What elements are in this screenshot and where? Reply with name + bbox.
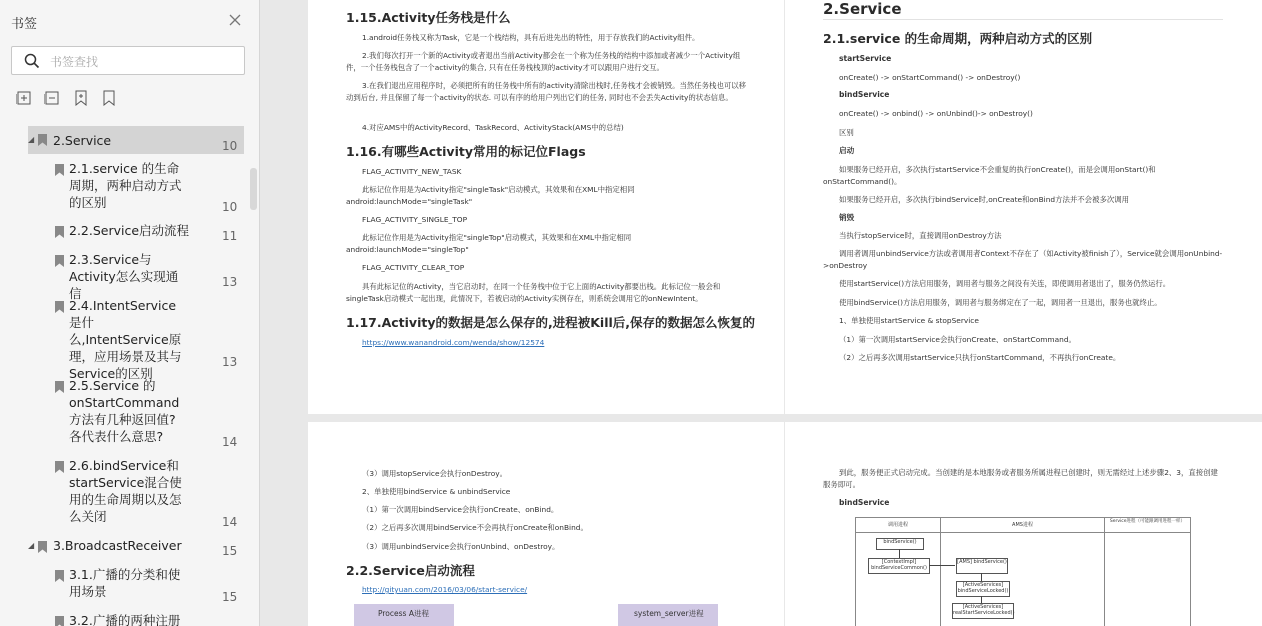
collapse-arrow-icon[interactable]: ◢	[28, 541, 35, 550]
outline-item[interactable]	[0, 566, 250, 606]
outline-page-number: 15	[222, 590, 238, 604]
outline-item-label: 2.1.service 的生命周期，两种启动方式的区别	[69, 161, 182, 210]
outline-item[interactable]	[0, 377, 250, 449]
paragraph: 具有此标记位的Activity，当它启动时，在同一个任务栈中位于它上面的Activity都要出栈。此标记位一般会和singleTask启动模式一起出现，此情况下，若被启动的Activity实例存在，则系统会调用它的onNewIntent。	[346, 282, 721, 303]
diagram-system-server: system_server进程	[618, 604, 718, 626]
paragraph: 此标记位作用是为Activity指定"singleTask"启动模式，其效果和在XML中指定相同android:launchMode="singleTask"	[346, 185, 635, 206]
diagram-column-header: Service进程（可能跟调用进程一样）	[1109, 519, 1186, 524]
outline-item-label: 3.BroadcastReceiver	[53, 538, 182, 553]
add-bookmark-icon[interactable]	[73, 90, 89, 106]
outline-item-label: 2.2.Service启动流程	[69, 223, 190, 238]
section-heading: 1.16.有哪些Activity常用的标记位Flags	[346, 144, 586, 159]
paragraph: （1）第一次调用bindService会执行onCreate、onBind。	[362, 505, 559, 514]
paragraph: FLAG_ACTIVITY_SINGLE_TOP	[362, 215, 468, 224]
paragraph: （2）之后再多次调用bindService不会再执行onCreate和onBind。	[362, 523, 588, 532]
subheading: startService	[839, 54, 892, 63]
diagram-box: [ActiveServices] realStartServiceLocked()	[952, 603, 1014, 619]
bookmark-icon	[38, 541, 47, 553]
outline-item-label: 3.1.广播的分类和使用场景	[69, 567, 181, 599]
paragraph: 4.对应AMS中的ActivityRecord、TaskRecord、ActivityStack(AMS中的总结)	[362, 123, 624, 132]
paragraph: 使用bindService()方法启用服务，调用者与服务绑定在了一起，调用者一旦退出，服务也就终止。	[839, 298, 1162, 307]
outline-item-label: 2.Service	[53, 133, 112, 148]
outline-item[interactable]	[0, 537, 250, 561]
paragraph: 使用startService()方法启用服务，调用者与服务之间没有关连，即使调用者退出了，服务仍然运行。	[839, 279, 1171, 288]
outline-item[interactable]	[0, 222, 250, 244]
paragraph: onCreate() -> onbind() -> onUnbind()-> onDestroy()	[839, 109, 1033, 118]
bookmark-icon	[55, 381, 64, 393]
sequence-diagram	[855, 517, 1191, 626]
bookmark-icon[interactable]	[101, 90, 117, 106]
paragraph: FLAG_ACTIVITY_NEW_TASK	[362, 167, 462, 176]
bookmark-icon	[38, 134, 47, 146]
section-heading: 2.1.service 的生命周期，两种启动方式的区别	[823, 31, 1093, 46]
diagram-column-header: 调用进程	[887, 522, 908, 528]
outline-item[interactable]	[0, 126, 250, 156]
paragraph: 此标记位作用是为Activity指定"singleTop"启动模式，其效果和在XML中指定相同android:launchMode="singleTop"	[346, 233, 632, 254]
paragraph: 到此，服务便正式启动完成。当创建的是本地服务或者服务所属进程已创建时，则无需经过上述步骤2、3，直接创建服务即可。	[823, 468, 1218, 489]
outline-item[interactable]	[0, 297, 250, 381]
outline-page-number: 14	[222, 435, 238, 449]
bookmark-icon	[55, 570, 64, 582]
diagram-box: [ActiveServices] bindServiceLocked()	[956, 581, 1010, 597]
paragraph: 当执行stopService时，直接调用onDestroy方法	[839, 231, 1002, 240]
section-heading: 1.17.Activity的数据是怎么保存的,进程被Kill后,保存的数据怎么恢复的	[346, 315, 756, 330]
diagram-box: [AMS] bindService()	[956, 558, 1008, 574]
outline-page-number: 10	[222, 139, 238, 153]
outline-item[interactable]	[0, 251, 250, 301]
outline-page-number: 13	[222, 275, 238, 289]
outline-item-label: 3.2.广播的两种注册	[69, 613, 181, 626]
chapter-heading: 2.Service	[823, 0, 902, 18]
paragraph: 调用者调用unbindService方法或者调用者Context不存在了（如Activity被finish了），Service就会调用onUnbind->onDestroy	[823, 249, 1223, 270]
paragraph: 如果服务已经开启，多次执行bindService时,onCreate和onBind方法并不会被多次调用	[839, 195, 1130, 204]
paragraph: 3.在我们退出应用程序时，必须把所有的任务栈中所有的activity清除出栈时,任务栈才会被销毁。当然任务栈也可以移动到后台, 并且保留了每一个activity的状态. 可以有序的给用户列出它们的任务, 同时也不会丢失Activity的状态信息。	[346, 81, 747, 102]
collapse-all-icon[interactable]	[44, 90, 60, 106]
paragraph: 1、单独使用startService & stopService	[839, 316, 979, 325]
outline-page-number: 14	[222, 515, 238, 529]
document-page	[785, 422, 1262, 626]
outline-scrollbar[interactable]	[250, 168, 257, 210]
outline-item-label: 2.4.IntentService是什么,IntentService原理，应用场景及其与Service的区别	[69, 298, 182, 381]
outline-item[interactable]	[0, 457, 250, 529]
subheading: 销毁	[839, 213, 855, 222]
outline-item[interactable]	[0, 160, 250, 212]
section-heading: 2.2.Service启动流程	[346, 563, 475, 578]
paragraph: （3）调用stopService会执行onDestroy。	[362, 469, 508, 478]
paragraph: （3）调用unbindService会执行onUnbind、onDestroy。	[362, 542, 560, 551]
document-page	[308, 422, 784, 626]
search-box[interactable]	[11, 46, 245, 75]
bookmark-icon	[55, 616, 64, 626]
outline-item[interactable]	[0, 612, 250, 626]
outline-page-number: 15	[222, 544, 238, 558]
paragraph: 2、单独使用bindService & unbindService	[362, 487, 511, 496]
outline-page-number: 10	[222, 200, 238, 214]
search-icon	[24, 53, 40, 69]
outline-page-number: 13	[222, 355, 238, 369]
expand-all-icon[interactable]	[16, 90, 32, 106]
collapse-arrow-icon[interactable]: ◢	[28, 135, 35, 144]
bookmark-panel	[0, 0, 260, 626]
document-page	[785, 0, 1262, 414]
paragraph: （2）之后再多次调用startService只执行onStartCommand，不再执行onCreate。	[839, 353, 1121, 362]
paragraph: （1）第一次调用startService会执行onCreate、onStartCommand。	[839, 335, 1076, 344]
document-page	[308, 0, 784, 414]
outline-item-label: 2.3.Service与Activity怎么实现通信	[69, 252, 179, 301]
diagram-column-header: AMS进程	[1012, 522, 1033, 528]
bookmark-icon	[55, 301, 64, 313]
paragraph: onCreate() -> onStartCommand() -> onDestroy()	[839, 73, 1021, 82]
bookmark-icon	[55, 461, 64, 473]
link[interactable]: http://gityuan.com/2016/03/06/start-service/	[362, 585, 528, 594]
paragraph: 1.android任务栈又称为Task，它是一个栈结构，具有后进先出的特性，用于存放我们的Activity组件。	[362, 33, 700, 42]
search-input[interactable]	[48, 51, 237, 72]
subheading: bindService	[839, 90, 890, 99]
paragraph: 2.我们每次打开一个新的Activity或者退出当前Activity都会在一个称为任务栈的结构中添加或者减少一个Activity组件，一个任务栈包含了一个activity的集合, 只有在任务栈栈顶的activity才可以跟用户进行交互。	[346, 51, 741, 72]
paragraph: FLAG_ACTIVITY_CLEAR_TOP	[362, 263, 465, 272]
link[interactable]: https://www.wanandroid.com/wenda/show/12574	[362, 338, 545, 347]
paragraph: 区别	[839, 128, 854, 137]
panel-title: 书签	[11, 17, 38, 32]
subheading: 启动	[839, 146, 855, 155]
bookmark-icon	[55, 226, 64, 238]
bookmark-icon	[55, 255, 64, 267]
diagram-process-a: Process A进程	[354, 604, 454, 626]
paragraph: 如果服务已经开启，多次执行startService不会重复的执行onCreate()，而是会调用onStart()和onStartCommand()。	[823, 165, 1156, 186]
diagram-box: [ContextImpl] bindServiceCommon()	[868, 558, 930, 574]
close-icon[interactable]	[228, 13, 242, 27]
section-heading: 1.15.Activity任务栈是什么	[346, 10, 511, 25]
bookmark-icon	[55, 164, 64, 176]
outline-page-number: 11	[222, 229, 238, 243]
outline-item-label: 2.5.Service 的 onStartCommand 方法有几种返回值?各代表什么意思?	[69, 378, 180, 444]
outline-item-label: 2.6.bindService和startService混合使用的生命周期以及怎么关闭	[69, 458, 182, 524]
diagram-box: bindService()	[876, 538, 924, 550]
subheading: bindService	[839, 498, 890, 507]
